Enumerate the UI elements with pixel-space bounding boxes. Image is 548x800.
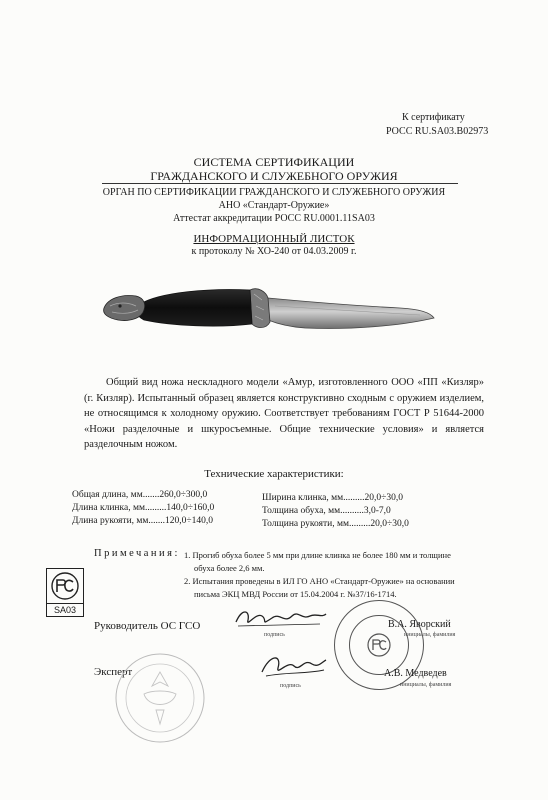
- organ-name: АНО «Стандарт-Оружие»: [218, 200, 330, 211]
- spec-handle-thickness: Толщина рукояти, мм.........20,0÷30,0: [262, 519, 409, 529]
- system-title-line2: ГРАЖДАНСКОГО И СЛУЖЕБНОГО ОРУЖИЯ: [150, 169, 398, 183]
- spec-blade-length: Длина клинка, мм.........140,0÷160,0: [72, 503, 215, 513]
- note-2: 2. Испытания проведены в ИЛ ГО АНО «Стандарт-Оружие» на основании: [184, 576, 455, 586]
- emblem-watermark-icon: [112, 650, 208, 746]
- accreditation-line: Аттестат аккредитации РОСС RU.0001.11SA03: [173, 213, 375, 224]
- system-title-line1: СИСТЕМА СЕРТИФИКАЦИИ: [193, 155, 355, 169]
- specs-title: Технические характеристики:: [204, 468, 344, 480]
- notes-label: Примечания:: [94, 548, 180, 559]
- organ-title: ОРГАН ПО СЕРТИФИКАЦИИ ГРАЖДАНСКОГО И СЛУЖЕБНОГО ОРУЖИЯ: [102, 187, 446, 198]
- system-divider: [102, 183, 458, 184]
- note-2-cont: письма ЭКЦ МВД России от 15.04.2004 г. №37/16-1714.: [194, 589, 397, 599]
- expert-signature-icon: [256, 650, 328, 682]
- certification-mark: [46, 568, 84, 618]
- description-paragraph: Общий вид ножа нескладного модели «Амур, изготовленного ООО «ПП «Кизляр» (г. Кизляр). Испытанный образец является конструктивно сходным с оружием изделием, не относящимся к холодному оружию. Соответствует требованиям ГОСТ Р 51644-2000 «Ножи разделочные и шкуросъемные. Общие технические условия» и является разделочным ножом.: [84, 377, 484, 450]
- spec-total-length: Общая длина, мм.......260,0÷300,0: [72, 490, 208, 500]
- document-title: ИНФОРМАЦИОННЫЙ ЛИСТОК: [193, 233, 355, 245]
- rst-logo-icon: [46, 568, 84, 604]
- head-signature-caption: подпись: [264, 632, 285, 638]
- expert-title: Эксперт: [94, 666, 133, 678]
- spec-blade-width: Ширина клинка, мм.........20,0÷30,0: [262, 493, 404, 503]
- knife-photo: [100, 276, 440, 340]
- expert-signature-caption: подпись: [280, 683, 301, 689]
- certificate-ref-label: К сертификату: [402, 112, 465, 123]
- expert-name: А.В. Медведев: [384, 668, 447, 679]
- cert-mark-code: SA03: [46, 603, 84, 617]
- certificate-ref-number: РОСС RU.SA03.B02973: [386, 126, 489, 137]
- spec-spine-thickness: Толщина обуха, мм..........3,0-7,0: [262, 506, 391, 516]
- head-title: Руководитель ОС ГСО: [94, 620, 201, 632]
- head-signature-icon: [232, 604, 328, 632]
- head-name: В.А. Яворский: [388, 619, 451, 630]
- document-subtitle: к протоколу № ХО-240 от 04.03.2009 г.: [191, 246, 357, 257]
- note-1-cont: обуха более 2,6 мм.: [194, 563, 265, 573]
- spec-handle-length: Длина рукояти, мм.......120,0÷140,0: [72, 516, 214, 526]
- head-name-caption: инициалы, фамилия: [404, 632, 456, 638]
- expert-name-caption: инициалы, фамилия: [400, 682, 452, 688]
- note-1: 1. Прогиб обуха более 5 мм при длине клинка не более 180 мм и толщине: [184, 550, 451, 560]
- stamp-rst-icon: [365, 631, 393, 659]
